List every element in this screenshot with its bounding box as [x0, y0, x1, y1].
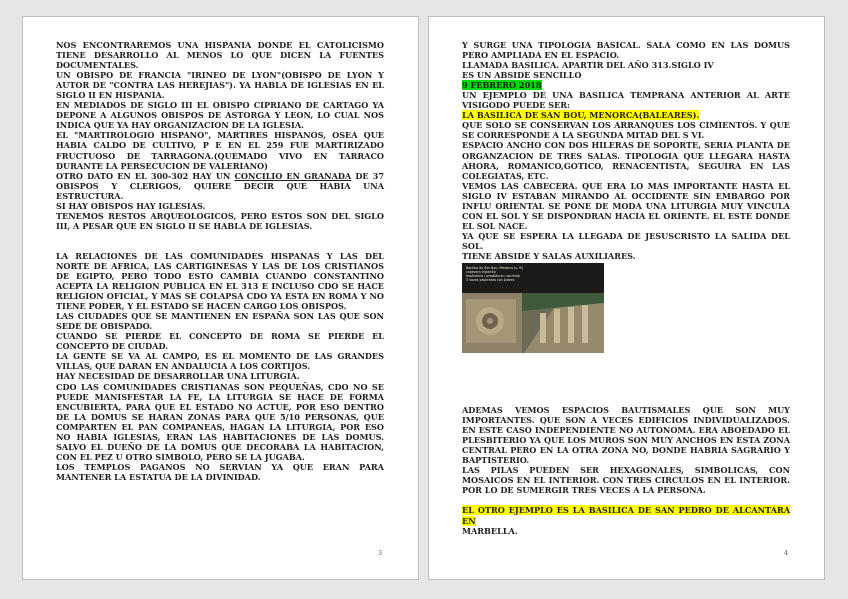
spacer: [462, 353, 790, 405]
page-right: [428, 16, 825, 580]
highlight-line: [462, 505, 790, 525]
photo-caption-line: Basílica de Son Bou, Menorca (s. VI): [466, 266, 524, 271]
paragraph: SI HAY OBISPOS HAY IGLESIAS.: [56, 200, 206, 211]
paragraph: ES UN ABSIDE SENCILLO: [462, 70, 582, 81]
paragraph: MARBELLA.: [462, 525, 518, 536]
page-right-text: [462, 40, 790, 536]
spacer: [56, 241, 384, 251]
page-left-text: [56, 40, 384, 482]
paragraph-text: DE 37 OBISPOS Y CLERIGOS, QUIERE DECIR QUE HABIA UNA ESTRUCTURA.: [56, 170, 384, 201]
paragraph: CDO LAS COMUNIDADES CRISTIANAS SON PEQUEÑAS, CDO NO SE PUEDE MANISFESTAR LA FE, LA LITURGIA SE HACE DE FORMA ENCUBIERTA, PARA QUE EL ESTADO NO ACTUE, POR ESO DENTRO DE LA DOMUS SE HARAN ZONAS PARA QUE 5/10 PERSONAS, QUE COMPARTEN EL PAN COMPANEAS, HAGAN LA LITURGIA, POR ESO NO HABIA IGLESIAS, ERAN LAS HABITACIONES DE LAS DOMUS. SALVO EL DUEÑO DE LA DOMUS QUE DECORABA LA HABITACION, CON EL PEZ U OTRO SIMBOLO, PERO SE LA JUGABA.: [56, 381, 384, 462]
paragraph: LOS TEMPLOS PAGANOS NO SERVIAN YA QUE ERAN PARA MANTENER LA ESTATUA DE LA DIVINIDAD.: [56, 461, 384, 482]
paragraph: NOS ENCONTRAREMOS UNA HISPANIA DONDE EL CATOLICISMO TIENE DESARROLLO AL MENOS LO QUE DICEN LA FUENTES DOCUMENTALES.: [56, 40, 384, 71]
highlight-text: EL OTRO EJEMPLO ES LA BASILICA DE SAN PEDRO DE ALCANTARA EN: [462, 505, 790, 526]
page-number: 3: [377, 549, 382, 557]
paragraph: YA QUE SE ESPERA LA LLEGADA DE JESUSCRISTO LA SALIDA DEL SOL.: [462, 230, 790, 251]
paragraph: LAS PILAS PUEDEN SER HEXAGONALES, SIMBOLICAS, CON MOSAICOS EN EL INTERIOR. CON TRES CIRCULOS EN EL INTERIOR. POR LO DE SUMERGIR TRES VECES A LA PERSONA.: [462, 465, 790, 496]
paragraph: UN OBISPO DE FRANCIA "IRINEO DE LYON"(OBISPO DE LYON Y AUTOR DE "CONTRA LAS HEREJIAS"). YA HABLA DE IGLESIAS EN EL SIGLO II EN HISPANIA.: [56, 70, 384, 101]
paragraph: QUE SOLO SE CONSERVAN LOS ARRANQUES LOS CIMIENTOS. Y QUE SE CORRESPONDE A LA SEGUNDA MITAD DEL S VI.: [462, 120, 790, 141]
paragraph: LA GENTE SE VA AL CAMPO, ES EL MOMENTO DE LAS GRANDES VILLAS, QUE DARAN EN ANDALUCIA A LOS CORTIJOS.: [56, 351, 384, 372]
paragraph: UN EJEMPLO DE UNA BASILICA TEMPRANA ANTERIOR AL ARTE VISIGODO PUEDE SER:: [462, 90, 790, 111]
spacer: [56, 231, 384, 241]
paragraph: LA RELACIONES DE LAS COMUNIDADES HISPANAS Y LAS DEL NORTE DE AFRICA, LAS CARTIGINESAS Y LAS DE LOS CRISTIANOS DE EGIPTO, PERO TODO ESTO CAMBIA CUANDO CONSTANTINO ACEPTA LA RELIGION PUBLICA EN EL 313 E INCLUSO CDO SE HACE RELIGION OFICIAL, Y MAS SE COLAPSA CDO YA ESTA EN ROMA Y NO TIENE PODER, Y EL ESTADO SE HACEN CARGO LOS OBISPOS.: [56, 250, 384, 312]
page-number: 4: [783, 549, 788, 557]
photo-caption-line: cabecera tripartita: [466, 270, 496, 275]
underlined-text: CONCILIO EN GRANADA: [234, 170, 352, 181]
date-highlight: 9 FEBRERO 2018: [462, 80, 542, 91]
spacer: [462, 495, 790, 505]
paragraph: EL "MARTIROLOGIO HISPANO", MARTIRES HISPANOS, OSEA QUE HABIA CALDO DE CULTIVO, P E EN EL 259 FUE MARTIRIZADO FRUCTUOSO DE TARRAGONA.(QUEMADO VIVO EN TARRACO DURANTE LA PERSECUCION DE VALERIANO): [56, 130, 384, 171]
paragraph: LAS CIUDADES QUE SE MANTIENEN EN ESPAÑA SON LAS QUE SON SEDE DE OBISPADO.: [56, 311, 384, 332]
paragraph: Y SURGE UNA TIPOLOGIA BASICAL. SALA COMO EN LAS DOMUS PERO AMPLIADA EN EL ESPACIO.: [462, 40, 790, 61]
paragraph: ADEMAS VEMOS ESPACIOS BAUTISMALES QUE SON MUY IMPORTANTES. QUE SON A VECES EDIFICIOS INDIVIDUALIZADOS. EN ESTE CASO INDEPENDIENTE NO AUTONOMA. ERA ABOEDADO EL PLESBITERIO YA QUE LOS MUROS SON MUY ANCHOS EN ESTA ZONA CENTRAL PERO EN LA OTRA ZONA NO, DONDE HABRIA SAGRARIO Y BAPTISTERIO.: [462, 405, 790, 466]
paragraph: HAY NECESIDAD DE DESARROLLAR UNA LITURGIA.: [56, 371, 300, 382]
highlight-text: LA BASILICA DE SAN BOU, MENORCA(BALEARES).: [462, 110, 700, 121]
paragraph: EN MEDIADOS DE SIGLO III EL OBISPO CIPRIANO DE CARTAGO YA DEPONE A ALGUNOS OBISPOS DE ASTORGA Y LEON, LO CUAL NOS INDICA QUE YA HAY ORGANIZACION DE LA IGLESIA.: [56, 100, 384, 131]
paragraph: [56, 171, 384, 201]
photo-caption-line: baptisterio / presbiterio / sacristía: [466, 274, 520, 279]
paragraph: TIENE ABSIDE Y SALAS AUXILIARES.: [462, 250, 636, 261]
photo-caption: [466, 266, 523, 282]
photo-caption-line: 3 naves separadas con pilares: [466, 278, 515, 283]
paragraph-text: OTRO DATO EN EL 300-302 HAY UN: [56, 170, 235, 181]
paragraph: ESPACIO ANCHO CON DOS HILERAS DE SOPORTE, SERIA PLANTA DE ORGANZACION DE TRES SALAS. TIPOLOGIA QUE LLEGARA HASTA AHORA, ROMANICO,GOTICO, RENACENTISTA, SEGUIRA EN LAS COLEGIATAS, ETC.: [462, 140, 790, 181]
page-left: [22, 16, 419, 580]
date-line: [462, 80, 790, 90]
basilica-photo: [462, 263, 604, 353]
paragraph: CUANDO SE PIERDE EL CONCEPTO DE ROMA SE PIERDE EL CONCEPTO DE CIUDAD.: [56, 331, 384, 352]
paragraph: TENEMOS RESTOS ARQUEOLOGICOS, PERO ESTOS SON DEL SIGLO III, A PESAR QUE EN SIGLO II SE HABLA DE IGLESIAS.: [56, 210, 384, 231]
highlight-line: [462, 110, 790, 120]
paragraph: VEMOS LAS CABECERA. QUE ERA LO MAS IMPORTANTE HASTA EL SIGLO IV ESTABAN MIRANDO AL OCCIDENTE SIN EMBARGO POR INFLU ORIENTAL SE PONE DE MODA UNA LITURGIA MUY VINCULA CON EL SOL Y SE DISPONDRAN HACIA EL ORIENTE. EL ESTE DONDE EL SOL NACE.: [462, 180, 790, 231]
paragraph: LLAMADA BASILICA. APARTIR DEL AÑO 313.SIGLO IV: [462, 60, 714, 71]
